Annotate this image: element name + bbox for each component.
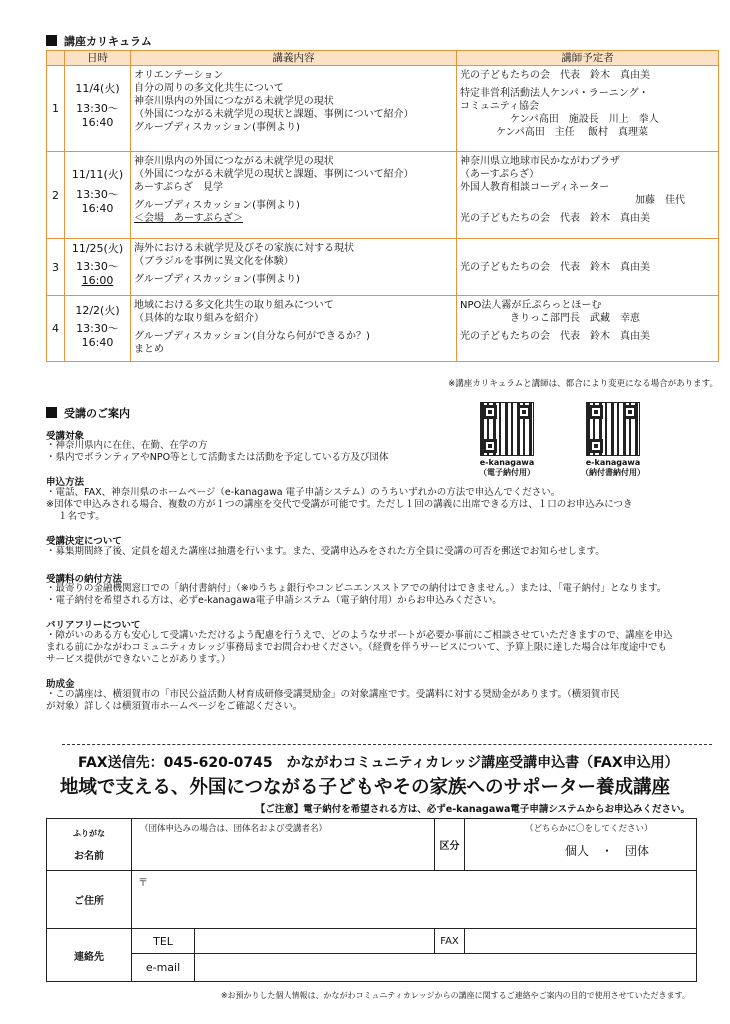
instructor-line: 光の子どもたちの会 代表 鈴木 真由美 (460, 331, 650, 342)
qr-code-icon[interactable] (586, 402, 640, 456)
curriculum-header-date: 日時 (65, 51, 131, 66)
address-label: ご住所 (47, 871, 132, 929)
session-day: 11/25(火) (71, 242, 124, 255)
curriculum-row (47, 296, 719, 362)
qr-label-line: （納付書納付用） (581, 468, 645, 477)
decision-body (46, 546, 605, 558)
instructor-line: 光の子どもたちの会 代表 鈴木 真由美 (460, 70, 650, 81)
content-line: グループディスカッション(自分なら何ができるか？) (134, 331, 370, 342)
fee-body (46, 583, 666, 607)
application-form (46, 818, 697, 982)
decision-heading: 受講決定について (46, 536, 122, 547)
session-instructors (457, 239, 719, 296)
contact-label: 連絡先 (47, 929, 132, 982)
qr-finder (483, 439, 497, 453)
qr-finder (517, 405, 531, 419)
curriculum-header-row (47, 51, 719, 66)
body-line: ・最寄りの金融機関窓口での「納付書納付」（※ゆうちょ銀行やコンビニエンスストアでの納付はできません。）または、「電子納付」となります。 (46, 583, 667, 594)
apply-body (46, 487, 633, 523)
barrier-free-body (46, 630, 673, 666)
body-line: ・障がいのある方も安心して受講いただけるよう配慮を行うえで、どのようなサポートが必要か事前にご相談させていただきますので、講座を申込 (46, 630, 673, 641)
curriculum-row (47, 239, 719, 296)
category-hint: （どちらかに〇をしてください） (525, 824, 653, 834)
curriculum-heading-text: 講座カリキュラム (64, 35, 152, 48)
session-number: 3 (47, 239, 65, 296)
instructor-line: きりっこ部門長 武藏 幸恵 (510, 313, 640, 324)
qr-finder (623, 405, 637, 419)
content-line: グループディスカッション(事例より) (134, 200, 300, 211)
session-content (131, 152, 457, 239)
name-label (47, 819, 132, 871)
qr-label-line: e-kanagawa (479, 458, 535, 467)
apply-heading: 申込方法 (46, 477, 85, 488)
instructor-line: 加藤 佳代 (635, 195, 685, 206)
qr-finder (589, 405, 603, 419)
fee-heading: 受講料の納付方法 (46, 574, 123, 585)
content-line: グループディスカッション(事例より) (134, 274, 300, 285)
category-label: 区分 (435, 819, 465, 871)
session-date (65, 239, 131, 296)
session-end: 16:40 (81, 202, 114, 215)
session-content (131, 239, 457, 296)
square-bullet-icon (46, 407, 57, 418)
body-line: が対象）詳しくは横須賀市ホームページをご確認ください。 (46, 701, 303, 712)
session-date (65, 66, 131, 152)
content-line: まとめ (134, 344, 164, 355)
form-row-email (47, 954, 697, 982)
session-number: 2 (47, 152, 65, 239)
qr-label-electronic (467, 458, 547, 478)
content-line: 神奈川県内の外国につながる未就学児の現状 (134, 156, 334, 167)
session-start: 13:30～ (76, 260, 119, 273)
content-line: 自分の周りの多文化共生について (134, 83, 284, 94)
qr-label-line: e-kanagawa (585, 458, 641, 467)
body-line: ・この講座は、横須賀市の「市民公益活動人材育成研修受講奨励金」の対象講座です。受講料に対する奨励金があります。（横須賀市民 (46, 689, 620, 700)
content-line: 海外における未就学児及びその家族に対する現状 (134, 243, 354, 254)
instructor-line: 神奈川県立地球市民かながわプラザ (460, 156, 620, 167)
session-instructors (457, 152, 719, 239)
cut-line (62, 744, 712, 745)
info-heading-text: 受講のご案内 (64, 407, 130, 420)
venue-line: ＜会場 あーすぷらざ＞ (134, 213, 243, 224)
tel-field[interactable] (195, 929, 435, 954)
category-options[interactable]: 個人 ・ 団体 (565, 844, 650, 858)
instructor-line: 光の子どもたちの会 代表 鈴木 真由美 (460, 213, 650, 224)
category-field[interactable] (465, 819, 697, 871)
body-line: ・県内でボランティアやNPO等として活動または活動を予定している方及び団体 (46, 452, 389, 463)
info-heading (46, 405, 130, 421)
curriculum-row (47, 66, 719, 152)
session-start: 13:30～ (76, 102, 119, 115)
session-start: 13:30～ (76, 188, 119, 201)
course-title: 地域で支える、外国につながる子どもやその家族へのサポーター養成講座 (59, 777, 671, 798)
qr-code-icon[interactable] (480, 402, 534, 456)
curriculum-heading (46, 33, 152, 49)
instructor-line: 特定非営利活動法人ケンパ・ラーニング・ (460, 88, 649, 99)
body-line: １名です。 (58, 511, 105, 522)
session-date (65, 152, 131, 239)
instructor-line: ケンパ高田 主任 飯村 真理菜 (496, 127, 648, 138)
name-hint: （団体申込みの場合は、団体名および受講者名） (140, 824, 328, 834)
session-content (131, 296, 457, 362)
curriculum-table (46, 50, 719, 362)
session-day: 11/4(火) (75, 82, 120, 95)
barrier-free-heading: バリアフリーについて (46, 620, 141, 631)
qr-finder (589, 439, 603, 453)
body-line: まれる前にかながわコミュニティカレッジ事務局までお問合わせください。（経費を伴うサービスについて、予算上限に達した場合は年度途中でも (46, 642, 667, 653)
body-line: ※団体で申込みされる場合、複数の方が１つの講座を交代で受講が可能です。ただし１回の講義に出席できる方は、１口のお申込みにつき (46, 499, 633, 510)
curriculum-note: ※講座カリキュラムと講師は、都合により変更になる場合があります。 (448, 379, 718, 389)
body-line: サービス提供ができないことがあります。） (46, 654, 231, 665)
email-field[interactable] (195, 954, 697, 982)
curriculum-header-instructor: 講師予定者 (457, 51, 719, 66)
privacy-note: ※お預かりした個人情報は、かながわコミュニティカレッジからの講座に関するご連絡やご案内の目的で使用させていただきます。 (220, 991, 690, 1000)
target-body (46, 440, 389, 464)
session-day: 12/2(火) (75, 304, 120, 317)
form-row-tel (47, 929, 697, 954)
session-content (131, 66, 457, 152)
caution-note: 【ご注意】電子納付を希望される方は、必ずe-kanagawa電子申請システムからお申込みください。 (255, 804, 690, 815)
qr-label-line: （電子納付用） (479, 468, 535, 477)
tel-label: TEL (132, 929, 195, 954)
instructor-line: コミュニティ協会 (460, 101, 539, 112)
session-date (65, 296, 131, 362)
address-field[interactable] (132, 871, 697, 929)
content-line: （外国につながる未就学児の現状と課題、事例について紹介） (134, 169, 414, 180)
session-day: 11/11(火) (71, 168, 124, 181)
session-instructors (457, 296, 719, 362)
session-end: 16:40 (81, 116, 114, 129)
session-start: 13:30～ (76, 322, 119, 335)
content-line: （具体的な取り組みを紹介） (134, 313, 264, 324)
curriculum-header-content: 講義内容 (131, 51, 457, 66)
body-line: ・電子納付を希望される方は、必ずe-kanagawa電子申請システム（電子納付用）からお申込みください。 (46, 595, 502, 606)
instructor-line: 光の子どもたちの会 代表 鈴木 真由美 (460, 261, 650, 273)
fax-destination: FAX送信先：045-620-0745 かながわコミュニティカレッジ講座受講申込書（FAX申込用） (78, 755, 679, 771)
instructor-line: ケンパ高田 施設長 川上 拳人 (510, 114, 659, 125)
instructor-line: （あーすぷらざ） (460, 169, 540, 180)
body-line: ・電話、FAX、神奈川県のホームページ（e-kanagawa 電子申請システム）のうちいずれかの方法で申込んでください。 (46, 487, 561, 498)
subsidy-heading: 助成金 (46, 679, 75, 690)
postal-mark: 〒 (138, 878, 148, 889)
content-line: 地域における多文化共生の取り組みについて (134, 300, 334, 311)
instructor-line: 外国人教育相談コーディネーター (460, 182, 610, 193)
session-number: 1 (47, 66, 65, 152)
content-line: 神奈川県内の外国につながる未就学児の現状 (134, 96, 334, 107)
form-row-address (47, 871, 697, 929)
furigana-label: ふりがな (73, 828, 105, 838)
curriculum-row (47, 152, 719, 239)
name-field[interactable] (132, 819, 435, 871)
form-row-name (47, 819, 697, 871)
subsidy-body (46, 689, 619, 713)
name-label-text: お名前 (74, 850, 104, 862)
fax-field[interactable] (465, 929, 697, 954)
session-instructors (457, 66, 719, 152)
qr-finder (483, 405, 497, 419)
session-end: 16:00 (81, 274, 114, 287)
content-line: オリエンテーション (134, 70, 224, 81)
instructor-line: NPO法人霧が丘ぷらっとほーむ (460, 300, 602, 311)
body-line: ・神奈川県内に在住、在勤、在学の方 (46, 440, 208, 451)
email-label: e-mail (132, 954, 195, 982)
content-line: グループディスカッション(事例より) (134, 122, 300, 133)
target-heading: 受講対象 (46, 431, 85, 442)
content-line: （ブラジルを事例に異文化を体験） (134, 256, 294, 267)
square-bullet-icon (46, 35, 57, 46)
session-number: 4 (47, 296, 65, 362)
content-line: （外国につながる未就学児の現状と課題、事例について紹介） (134, 109, 414, 120)
session-end: 16:40 (81, 336, 114, 349)
qr-label-slip (573, 458, 653, 478)
content-line: あーすぷらざ 見学 (134, 182, 223, 193)
fax-label: FAX (435, 929, 465, 954)
body-line: ・募集期間終了後、定員を超えた講座は抽選を行います。また、受講申込みをされた方全員に受講の可否を郵送でお知らせします。 (46, 546, 605, 557)
curriculum-header-no (47, 51, 65, 66)
